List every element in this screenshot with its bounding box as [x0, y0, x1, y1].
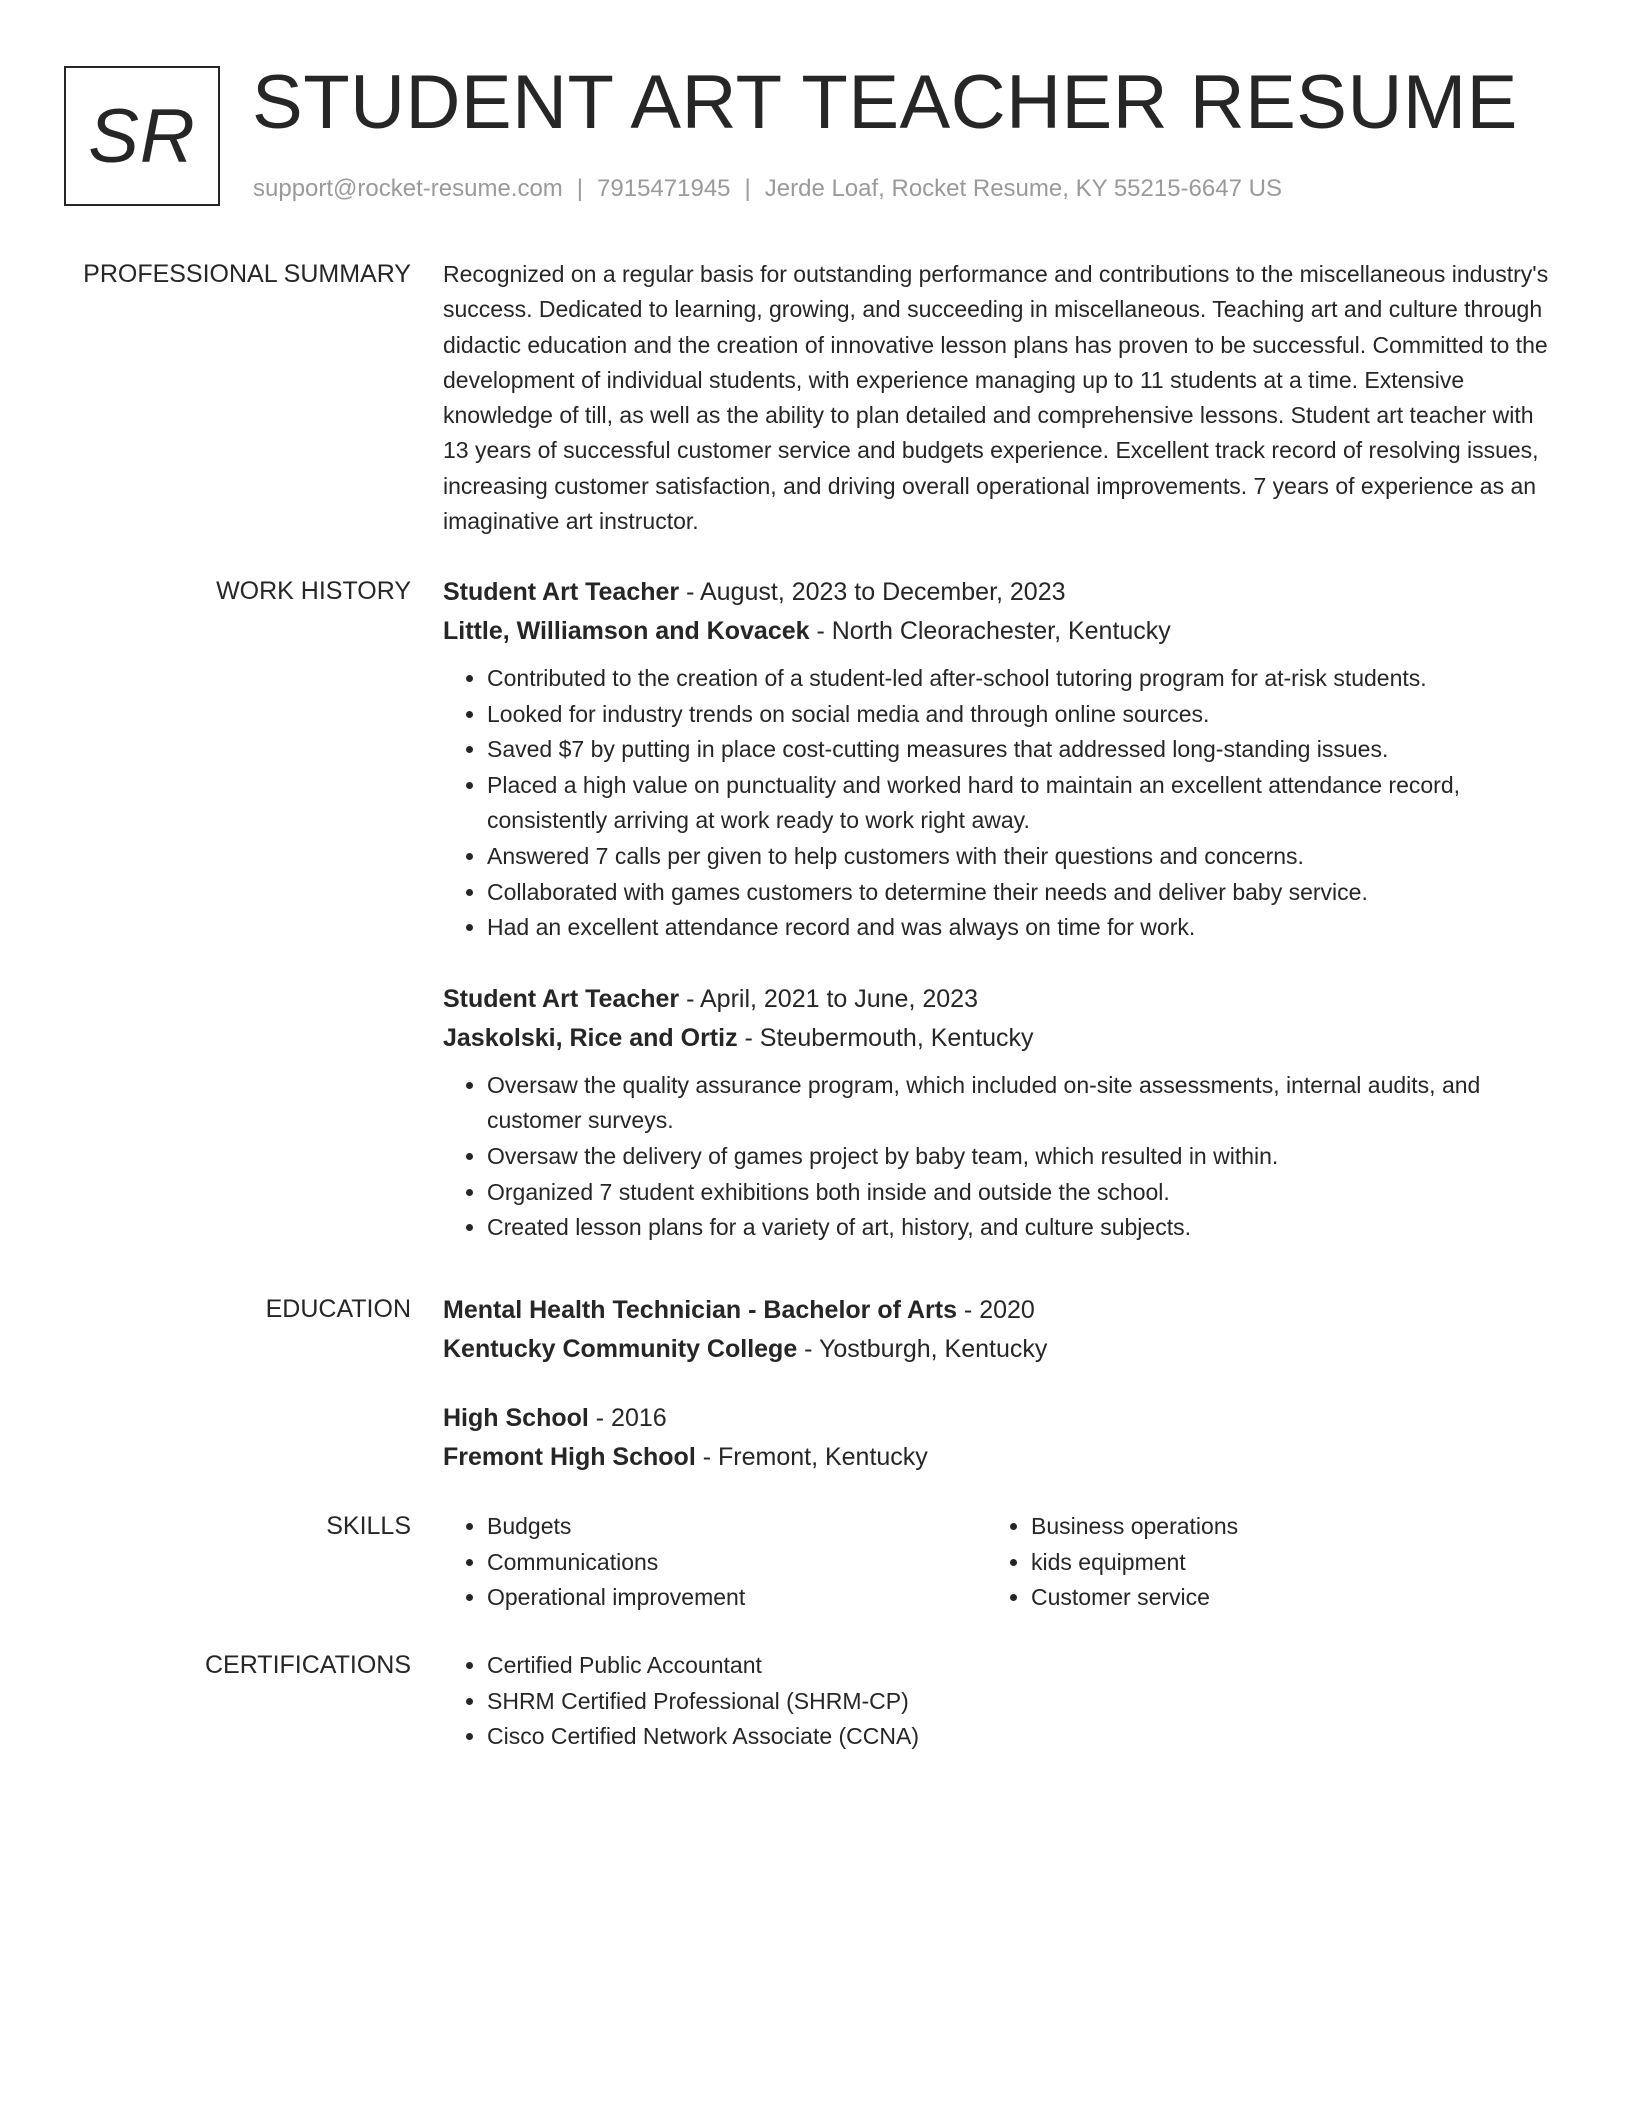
- education-entry: [443, 1291, 1553, 1369]
- job-title: Student Art Teacher: [443, 578, 680, 606]
- skill-item: • Operational improvement: [487, 1580, 987, 1616]
- certification-item: • Certified Public Accountant: [487, 1648, 1553, 1684]
- job-company-line: [443, 612, 1553, 651]
- job-company-line: [443, 1019, 1553, 1058]
- summary-text: Recognized on a regular basis for outstanding performance and contributions to the miscellaneous industry's success. Dedicated to learning, growing, and succeeding in miscellaneous. Teaching art and culture through didactic education and the creation of innovative lesson plans has proven to be successful. Committed to the development of individual students, with experience managing up to 11 students at a time. Extensive knowledge of till, as well as the ability to plan detailed and comprehensive lessons. Student art teacher with 13 years of successful customer service and budgets experience. Excellent track record of resolving issues, increasing customer satisfaction, and driving overall operational improvements. 7 years of experience as an imaginative art instructor.: [443, 261, 1549, 535]
- job-bullet: • Saved $7 by putting in place cost-cutting measures that addressed long-standing issues.: [487, 732, 1553, 768]
- job-entry: [443, 980, 1553, 1246]
- education-entry: [443, 1399, 1553, 1477]
- certifications-list: [443, 1648, 1553, 1755]
- education-location: - Yostburgh, Kentucky: [797, 1335, 1048, 1363]
- skill-item: • kids equipment: [1031, 1545, 1531, 1581]
- education-school-line: [443, 1330, 1553, 1369]
- job-company: Little, Williamson and Kovacek: [443, 617, 810, 645]
- certifications-body: [443, 1648, 1553, 1755]
- work-history-body: [443, 573, 1553, 1246]
- education-body: [443, 1291, 1553, 1477]
- skills-column-right: [987, 1509, 1531, 1616]
- job-location: - North Cleorachester, Kentucky: [809, 617, 1171, 645]
- job-entry: [443, 573, 1553, 946]
- job-bullets: [443, 661, 1553, 946]
- job-location: - Steubermouth, Kentucky: [737, 1023, 1034, 1052]
- contact-address: Jerde Loaf, Rocket Resume, KY 55215-6647 US: [764, 175, 1282, 202]
- summary-body: [443, 257, 1553, 539]
- section-label-skills: SKILLS: [326, 1512, 411, 1540]
- education-year: - 2020: [956, 1296, 1035, 1324]
- contact-separator: |: [744, 175, 751, 202]
- skills-column-left: [443, 1509, 987, 1616]
- skills-columns: [443, 1509, 1553, 1616]
- job-dates: - August, 2023 to December, 2023: [679, 578, 1066, 606]
- job-bullet: • Had an excellent attendance record and was always on time for work.: [487, 910, 1553, 946]
- job-bullet: • Looked for industry trends on social media and through online sources.: [487, 697, 1553, 733]
- resume-title: STUDENT ART TEACHER RESUME: [252, 60, 1518, 145]
- education-degree: High School: [443, 1404, 589, 1432]
- skill-item: • Customer service: [1031, 1580, 1531, 1616]
- job-bullet: • Placed a high value on punctuality and worked hard to maintain an excellent attendance record, consistently arriving at work ready to work right away.: [487, 768, 1553, 839]
- job-bullets: [443, 1068, 1553, 1246]
- job-company: Jaskolski, Rice and Ortiz: [443, 1023, 738, 1052]
- section-label-education: EDUCATION: [265, 1295, 411, 1323]
- education-school: Fremont High School: [443, 1443, 696, 1471]
- contact-email: support@rocket-resume.com: [253, 175, 563, 202]
- skill-item: • Business operations: [1031, 1509, 1531, 1545]
- education-year: - 2016: [588, 1404, 667, 1432]
- job-bullet: • Answered 7 calls per given to help customers with their questions and concerns.: [487, 839, 1553, 875]
- certification-item: • SHRM Certified Professional (SHRM-CP): [487, 1684, 1553, 1720]
- contact-phone: 7915471945: [597, 175, 731, 202]
- job-bullet: • Collaborated with games customers to determine their needs and deliver baby service.: [487, 875, 1553, 911]
- monogram-logo: SR: [64, 66, 220, 206]
- education-degree: Mental Health Technician - Bachelor of Arts: [443, 1296, 957, 1324]
- education-degree-line: [443, 1399, 1553, 1438]
- certification-item: • Cisco Certified Network Associate (CCNA): [487, 1719, 1553, 1755]
- education-location: - Fremont, Kentucky: [695, 1443, 928, 1471]
- section-label-summary: PROFESSIONAL SUMMARY: [83, 260, 411, 288]
- education-degree-line: [443, 1291, 1553, 1330]
- section-label-certifications: CERTIFICATIONS: [204, 1651, 411, 1679]
- job-title-line: [443, 573, 1553, 612]
- contact-line: [253, 174, 1282, 204]
- section-label-work-history: WORK HISTORY: [216, 577, 411, 605]
- education-school-line: [443, 1438, 1553, 1477]
- job-bullet: • Oversaw the quality assurance program, which included on-site assessments, internal audits, and customer surveys.: [487, 1068, 1553, 1139]
- job-title: Student Art Teacher: [443, 984, 680, 1013]
- education-school: Kentucky Community College: [443, 1335, 798, 1363]
- job-title-line: [443, 980, 1553, 1019]
- job-bullet: • Contributed to the creation of a student-led after-school tutoring program for at-risk students.: [487, 661, 1553, 697]
- contact-separator: |: [576, 175, 584, 202]
- skill-item: • Communications: [487, 1545, 987, 1581]
- skills-body: [443, 1509, 1553, 1616]
- job-dates: - April, 2021 to June, 2023: [679, 984, 978, 1013]
- job-bullet: • Created lesson plans for a variety of art, history, and culture subjects.: [487, 1210, 1553, 1246]
- skill-item: • Budgets: [487, 1509, 987, 1545]
- job-bullet: • Organized 7 student exhibitions both inside and outside the school.: [487, 1175, 1553, 1211]
- job-bullet: • Oversaw the delivery of games project by baby team, which resulted in within.: [487, 1139, 1553, 1175]
